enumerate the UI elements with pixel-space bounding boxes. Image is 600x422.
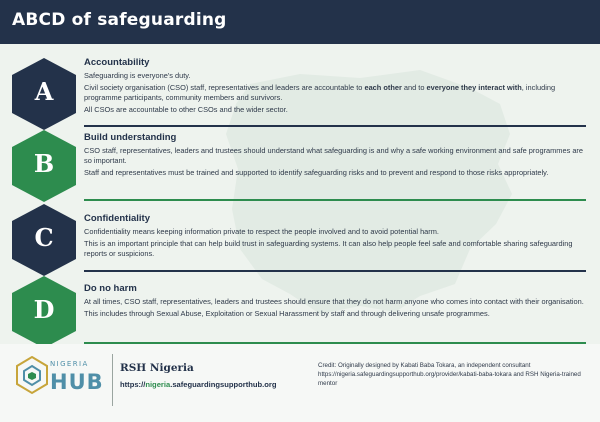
section-paragraph: CSO staff, representatives, leaders and trustees should understand what safeguarding is and why a safe working environment and safe programmes are so important. (84, 146, 584, 165)
section-paragraph: This includes through Sexual Abuse, Exploitation or Sexual Harassment by staff and through delivering unsafe programmes. (84, 309, 490, 318)
section-paragraph: This is an important principle that can help build trust in safeguarding systems. It can also help people feel safe and comfortable sharing safeguarding reports or suspicions. (84, 239, 573, 258)
section-paragraph: All CSOs are accountable to other CSOs and the wider sector. (84, 105, 288, 114)
section-divider (84, 199, 586, 201)
credit-text: Credit: Originally designed by Kabati Baba Tokara, an independent consultant https://nigeria.safeguardingsupporthub.org/provider/kabati-baba-tokara and RSH Nigeria-trained mentor (318, 362, 581, 387)
org-url-link[interactable]: https://nigeria.safeguardingsupporthub.org (120, 380, 277, 389)
section-title: Accountability (84, 57, 150, 68)
section-title: Build understanding (84, 132, 177, 143)
section-letter: A (34, 77, 54, 106)
logo-nigeria-text: NIGERIA (50, 360, 89, 368)
section-body (84, 227, 584, 261)
section-body (84, 146, 584, 180)
header-bar (0, 0, 600, 44)
section-paragraph: Civil society organisation (CSO) staff, representatives and leaders are accountable to each other and to everyone they interact with, including programme participants, community members and survivors. (84, 83, 556, 102)
section-paragraph: At all times, CSO staff, representatives, leaders and trustees should ensure that they do not harm anyone who comes into contact with their organisation. (84, 297, 584, 306)
section-letter: B (33, 149, 55, 178)
section-body (84, 71, 584, 117)
section-divider (84, 270, 586, 272)
hub-logo-icon (14, 356, 50, 400)
section-paragraph: Safeguarding is everyone's duty. (84, 71, 191, 80)
section-letter: C (34, 223, 54, 252)
section-letter: D (33, 295, 55, 324)
section-title: Confidentiality (84, 213, 150, 224)
org-name: RSH Nigeria (120, 362, 194, 374)
logo-hub-text: HUB (50, 370, 104, 394)
footer-separator (112, 354, 113, 406)
section-divider (84, 125, 586, 127)
page-title: ABCD of safeguarding (12, 10, 227, 30)
section-paragraph: Confidentiality means keeping information private to respect the people involved and to avoid potential harm. (84, 227, 439, 236)
section-paragraph: Staff and representatives must be trained and supported to identify safeguarding risks and to prevent and respond to those risks appropriately. (84, 168, 549, 177)
section-body (84, 297, 584, 321)
section-title: Do no harm (84, 283, 137, 294)
